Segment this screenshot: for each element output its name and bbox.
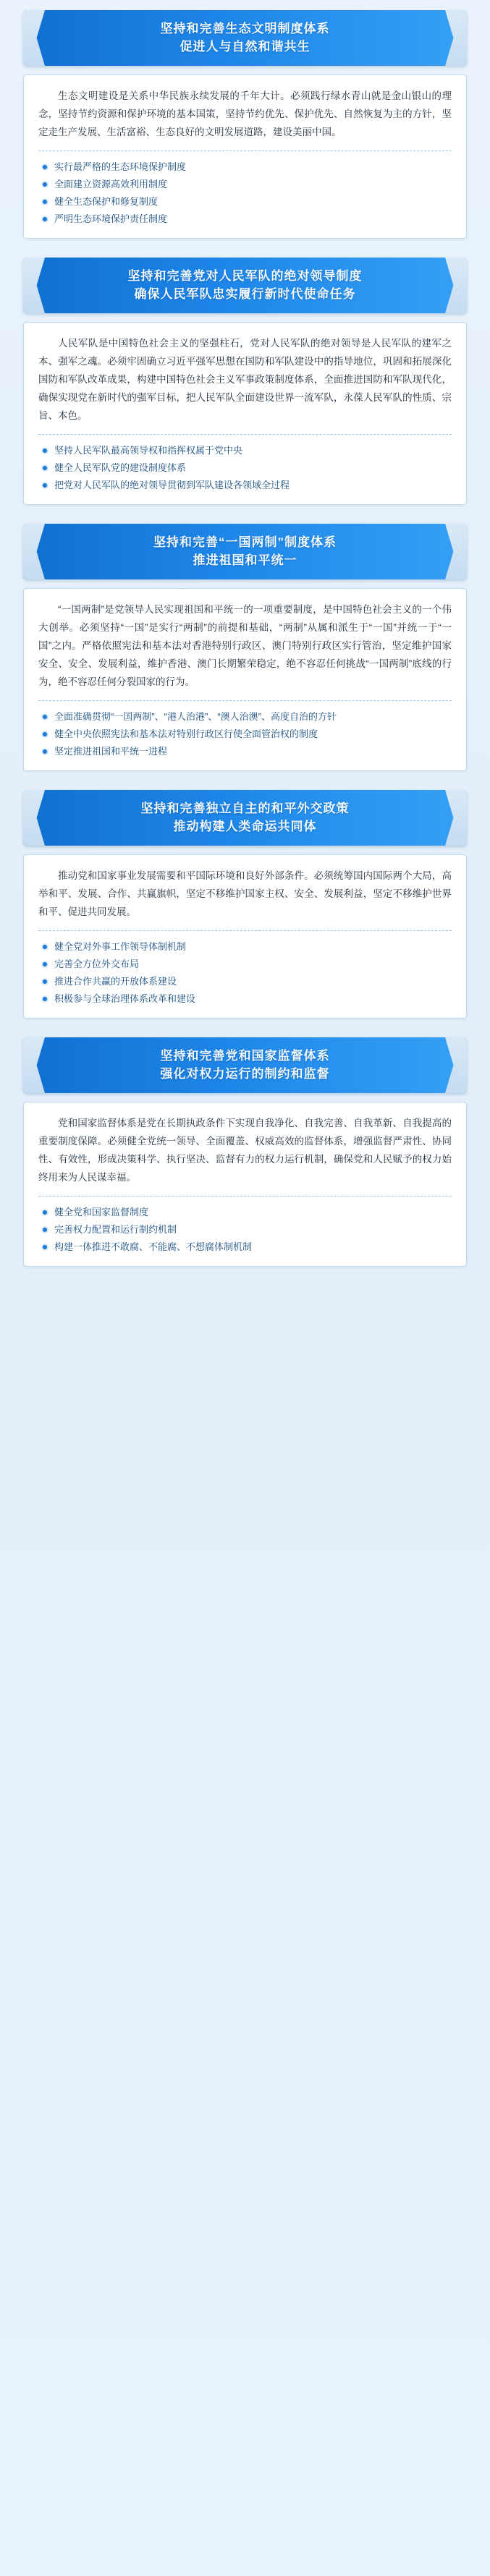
- section-foreign-policy: [23, 790, 467, 1019]
- list-item: 健全党对外事工作领导体制机制: [38, 938, 452, 956]
- bullet-list: [38, 938, 452, 1008]
- list-item: 严明生态环境保护责任制度: [38, 211, 452, 228]
- section-banner: [23, 524, 467, 579]
- dashed-divider: [38, 434, 452, 435]
- list-item: 完善全方位外交布局: [38, 956, 452, 973]
- list-item: 全面准确贯彻“一国两制”、“港人治港”、“澳人治澳”、高度自治的方针: [38, 708, 452, 726]
- section-title-line1: 坚持和完善生态文明制度体系: [160, 22, 330, 35]
- section-banner: [23, 10, 467, 66]
- section-ecological-civilization: [23, 10, 467, 239]
- section-banner: [23, 258, 467, 313]
- list-item: 积极参与全球治理体系改革和建设: [38, 990, 452, 1008]
- section-title-line1: 坚持和完善党对人民军队的绝对领导制度: [127, 269, 363, 283]
- list-item: 坚定推进祖国和平统一进程: [38, 743, 452, 760]
- section-title-line1: 坚持和完善“一国两制”制度体系: [153, 535, 337, 549]
- section-title-line1: 坚持和完善独立自主的和平外交政策: [140, 802, 350, 815]
- list-item: 健全党和国家监督制度: [38, 1204, 452, 1221]
- section-title-line2: 确保人民军队忠实履行新时代使命任务: [134, 287, 356, 301]
- list-item: 健全中央依照宪法和基本法对特别行政区行使全面管治权的制度: [38, 726, 452, 743]
- bullet-list: [38, 708, 452, 760]
- section-banner: [23, 1037, 467, 1093]
- section-paragraph: 党和国家监督体系是党在长期执政条件下实现自我净化、自我完善、自我革新、自我提高的重要制度保障。必须健全党统一领导、全面覆盖、权威高效的监督体系，增强监督严肃性、协同性、有效性，形成决策科学、执行坚决、监督有力的权力运行机制，确保党和人民赋予的权力始终用来为人民谋幸福。: [38, 1118, 452, 1183]
- list-item: 全面建立资源高效利用制度: [38, 176, 452, 193]
- list-item: 构建一体推进不敢腐、不能腐、不想腐体制机制: [38, 1238, 452, 1256]
- section-banner: [23, 790, 467, 846]
- list-item: 把党对人民军队的绝对领导贯彻到军队建设各领域全过程: [38, 477, 452, 494]
- section-party-leadership-military: [23, 258, 467, 505]
- section-title-line1: 坚持和完善党和国家监督体系: [160, 1049, 330, 1063]
- list-item: 推进合作共赢的开放体系建设: [38, 973, 452, 990]
- section-supervision-system: [23, 1037, 467, 1267]
- section-title-line2: 推进祖国和平统一: [193, 553, 297, 567]
- list-item: 实行最严格的生态环境保护制度: [38, 158, 452, 176]
- section-card: [23, 1102, 467, 1267]
- section-card: [23, 75, 467, 239]
- dashed-divider: [38, 700, 452, 701]
- list-item: 坚持人民军队最高领导权和指挥权属于党中央: [38, 442, 452, 459]
- section-card: [23, 854, 467, 1019]
- section-one-country-two-systems: [23, 524, 467, 771]
- list-item: 健全人民军队党的建设制度体系: [38, 459, 452, 477]
- list-item: 健全生态保护和修复制度: [38, 193, 452, 211]
- list-item: 完善权力配置和运行制约机制: [38, 1221, 452, 1238]
- dashed-divider: [38, 930, 452, 931]
- section-title-line2: 推动构建人类命运共同体: [173, 820, 317, 833]
- section-card: [23, 588, 467, 771]
- section-paragraph: “一国两制”是党领导人民实现祖国和平统一的一项重要制度，是中国特色社会主义的一个伟大创举。必须坚持“一国”是实行“两制”的前提和基础，“两制”从属和派生于“一国”并统一于“一国”之内。严格依照宪法和基本法对香港特别行政区、澳门特别行政区实行管治，坚定维护国家安全、安全、发展利益，维护香港、澳门长期繁荣稳定，绝不容忍任何挑战“一国两制”底线的行为，绝不容忍任何分裂国家的行为。: [38, 604, 452, 687]
- section-paragraph: 生态文明建设是关系中华民族永续发展的千年大计。必须践行绿水青山就是金山银山的理念，坚持节约资源和保护环境的基本国策，坚持节约优先、保护优先、自然恢复为主的方针，坚定走生产发展、生活富裕、生态良好的文明发展道路，建设美丽中国。: [38, 90, 452, 137]
- section-paragraph: 推动党和国家事业发展需要和平国际环境和良好外部条件。必须统筹国内国际两个大局，高举和平、发展、合作、共赢旗帜，坚定不移维护国家主权、安全、发展利益，坚定不移维护世界和平、促进共同发展。: [38, 870, 452, 917]
- section-card: [23, 322, 467, 505]
- section-title-line2: 强化对权力运行的制约和监督: [160, 1067, 330, 1081]
- section-paragraph: 人民军队是中国特色社会主义的坚强柱石，党对人民军队的绝对领导是人民军队的建军之本、强军之魂。必须牢固确立习近平强军思想在国防和军队建设中的指导地位，巩固和拓展深化国防和军队改革成果，构建中国特色社会主义军事政策制度体系，全面推进国防和军队现代化，确保实现党在新时代的强军目标，把人民军队全面建设世界一流军队，永葆人民军队的性质、宗旨、本色。: [38, 338, 452, 421]
- bullet-list: [38, 158, 452, 228]
- bullet-list: [38, 1204, 452, 1256]
- section-title-line2: 促进人与自然和谐共生: [179, 40, 311, 54]
- dashed-divider: [38, 150, 452, 151]
- bullet-list: [38, 442, 452, 494]
